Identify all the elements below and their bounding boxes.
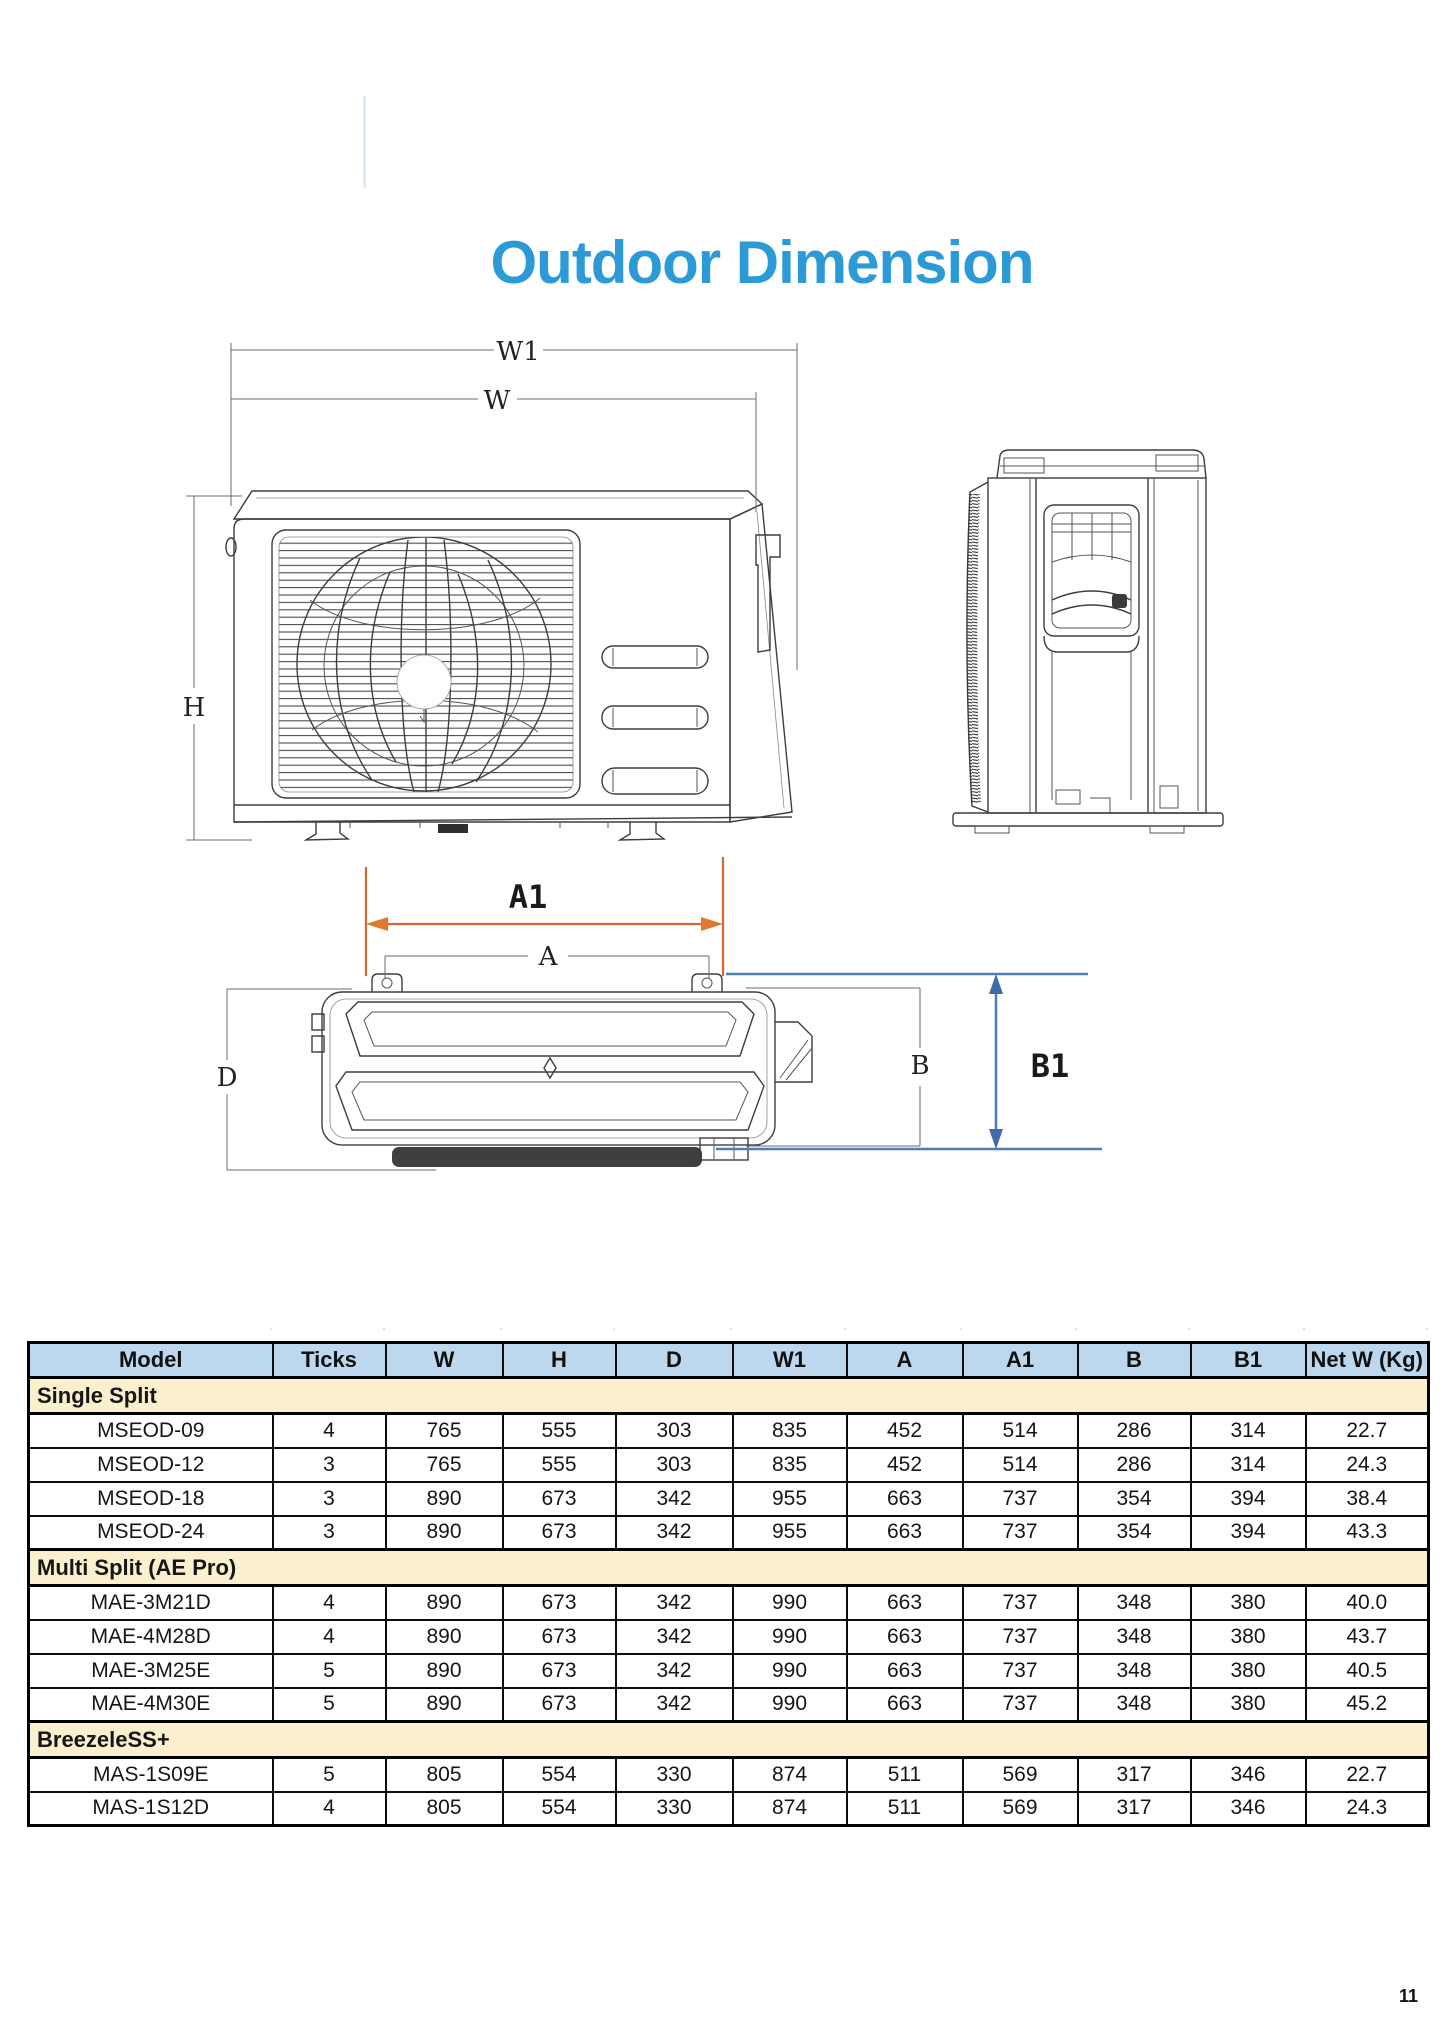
value-cell: 805 [386,1758,503,1792]
column-header-w: W [386,1343,503,1378]
value-cell: 394 [1191,1482,1306,1516]
value-cell: 874 [733,1758,847,1792]
value-cell: 737 [963,1688,1078,1722]
page-title: Outdoor Dimension [490,229,1034,296]
table-row [29,1448,1429,1482]
column-header-d: D [616,1343,733,1378]
column-header-h: H [503,1343,616,1378]
model-cell: MSEOD-18 [29,1482,273,1516]
value-cell: 673 [503,1688,616,1722]
value-cell: 737 [963,1620,1078,1654]
dim-label-w1: W1 [496,337,540,367]
value-cell: 342 [616,1586,733,1620]
table-body [29,1378,1429,1826]
value-cell: 22.7 [1306,1414,1429,1448]
value-cell: 765 [386,1414,503,1448]
value-cell: 514 [963,1448,1078,1482]
section-label: Single Split [29,1378,1429,1414]
value-cell: 737 [963,1586,1078,1620]
value-cell: 348 [1078,1688,1191,1722]
value-cell: 342 [616,1620,733,1654]
table-gridline-ticks [27,1328,1427,1330]
value-cell: 342 [616,1516,733,1550]
front-view-drawing [226,491,792,840]
value-cell: 330 [616,1758,733,1792]
value-cell: 890 [386,1688,503,1722]
value-cell: 346 [1191,1792,1306,1826]
value-cell: 314 [1191,1448,1306,1482]
model-cell: MAE-3M25E [29,1654,273,1688]
model-cell: MSEOD-12 [29,1448,273,1482]
table-row [29,1688,1429,1722]
value-cell: 673 [503,1654,616,1688]
value-cell: 346 [1191,1758,1306,1792]
value-cell: 663 [847,1688,963,1722]
value-cell: 805 [386,1792,503,1826]
value-cell: 286 [1078,1414,1191,1448]
value-cell: 342 [616,1654,733,1688]
value-cell: 890 [386,1586,503,1620]
column-header-net-w: Net W (Kg) [1306,1343,1429,1378]
column-header-a1: A1 [963,1343,1078,1378]
value-cell: 955 [733,1516,847,1550]
column-header-model: Model [29,1343,273,1378]
model-cell: MAE-3M21D [29,1586,273,1620]
top-view-drawing [312,974,812,1167]
section-row [29,1722,1429,1758]
value-cell: 45.2 [1306,1688,1429,1722]
value-cell: 3 [273,1516,386,1550]
dim-label-b: B [910,1051,930,1081]
dimension-table [27,1341,1427,1827]
dim-label-h: H [182,693,206,723]
dim-label-a1: A1 [508,878,548,916]
value-cell: 303 [616,1414,733,1448]
value-cell: 452 [847,1414,963,1448]
model-cell: MAS-1S09E [29,1758,273,1792]
section-row [29,1378,1429,1414]
value-cell: 663 [847,1516,963,1550]
value-cell: 43.3 [1306,1516,1429,1550]
value-cell: 348 [1078,1586,1191,1620]
value-cell: 569 [963,1758,1078,1792]
value-cell: 663 [847,1586,963,1620]
value-cell: 342 [616,1688,733,1722]
value-cell: 673 [503,1586,616,1620]
side-vent-slots [602,646,708,794]
table-row [29,1482,1429,1516]
value-cell: 24.3 [1306,1448,1429,1482]
table-header-row [29,1343,1429,1378]
column-header-ticks: Ticks [273,1343,386,1378]
value-cell: 765 [386,1448,503,1482]
column-header-b1: B1 [1191,1343,1306,1378]
value-cell: 554 [503,1758,616,1792]
section-label: Multi Split (AE Pro) [29,1550,1429,1586]
value-cell: 673 [503,1620,616,1654]
model-cell: MAE-4M30E [29,1688,273,1722]
value-cell: 317 [1078,1758,1191,1792]
value-cell: 303 [616,1448,733,1482]
value-cell: 4 [273,1586,386,1620]
value-cell: 38.4 [1306,1482,1429,1516]
value-cell: 3 [273,1448,386,1482]
value-cell: 555 [503,1448,616,1482]
model-cell: MSEOD-09 [29,1414,273,1448]
value-cell: 990 [733,1688,847,1722]
value-cell: 22.7 [1306,1758,1429,1792]
value-cell: 3 [273,1482,386,1516]
side-view-drawing [953,450,1223,833]
value-cell: 737 [963,1482,1078,1516]
dim-label-a: A [538,942,558,972]
value-cell: 4 [273,1414,386,1448]
model-cell: MAS-1S12D [29,1792,273,1826]
value-cell: 380 [1191,1586,1306,1620]
scan-artifact [363,96,366,188]
value-cell: 394 [1191,1516,1306,1550]
value-cell: 40.5 [1306,1654,1429,1688]
value-cell: 354 [1078,1516,1191,1550]
value-cell: 511 [847,1758,963,1792]
value-cell: 737 [963,1654,1078,1688]
value-cell: 990 [733,1620,847,1654]
value-cell: 5 [273,1758,386,1792]
column-header-w1: W1 [733,1343,847,1378]
table-row [29,1516,1429,1550]
model-cell: MAE-4M28D [29,1620,273,1654]
value-cell: 4 [273,1792,386,1826]
table-row [29,1792,1429,1826]
value-cell: 354 [1078,1482,1191,1516]
value-cell: 990 [733,1586,847,1620]
value-cell: 4 [273,1620,386,1654]
value-cell: 348 [1078,1620,1191,1654]
value-cell: 874 [733,1792,847,1826]
value-cell: 673 [503,1516,616,1550]
column-header-a: A [847,1343,963,1378]
table-row [29,1620,1429,1654]
value-cell: 663 [847,1654,963,1688]
table-row [29,1414,1429,1448]
value-cell: 342 [616,1482,733,1516]
front-view-dimensions [183,337,797,840]
value-cell: 955 [733,1482,847,1516]
table-row [29,1758,1429,1792]
value-cell: 314 [1191,1414,1306,1448]
value-cell: 890 [386,1516,503,1550]
value-cell: 890 [386,1482,503,1516]
value-cell: 835 [733,1414,847,1448]
value-cell: 835 [733,1448,847,1482]
model-cell: MSEOD-24 [29,1516,273,1550]
value-cell: 737 [963,1516,1078,1550]
value-cell: 380 [1191,1654,1306,1688]
value-cell: 890 [386,1654,503,1688]
column-header-b: B [1078,1343,1191,1378]
dim-label-w: W [483,386,511,416]
value-cell: 673 [503,1482,616,1516]
value-cell: 330 [616,1792,733,1826]
value-cell: 511 [847,1792,963,1826]
value-cell: 452 [847,1448,963,1482]
value-cell: 43.7 [1306,1620,1429,1654]
value-cell: 569 [963,1792,1078,1826]
dim-label-d: D [216,1063,238,1093]
value-cell: 5 [273,1654,386,1688]
page-number: 11 [1398,1986,1418,2006]
section-label: BreezeleSS+ [29,1722,1429,1758]
table-row [29,1586,1429,1620]
top-view-dimensions [217,857,1102,1170]
value-cell: 380 [1191,1688,1306,1722]
value-cell: 348 [1078,1654,1191,1688]
value-cell: 554 [503,1792,616,1826]
value-cell: 317 [1078,1792,1191,1826]
value-cell: 514 [963,1414,1078,1448]
value-cell: 380 [1191,1620,1306,1654]
value-cell: 555 [503,1414,616,1448]
value-cell: 286 [1078,1448,1191,1482]
table-row [29,1654,1429,1688]
value-cell: 5 [273,1688,386,1722]
value-cell: 890 [386,1620,503,1654]
value-cell: 663 [847,1620,963,1654]
value-cell: 663 [847,1482,963,1516]
dim-label-b1: B1 [1030,1047,1070,1085]
value-cell: 40.0 [1306,1586,1429,1620]
value-cell: 990 [733,1654,847,1688]
value-cell: 24.3 [1306,1792,1429,1826]
section-row [29,1550,1429,1586]
